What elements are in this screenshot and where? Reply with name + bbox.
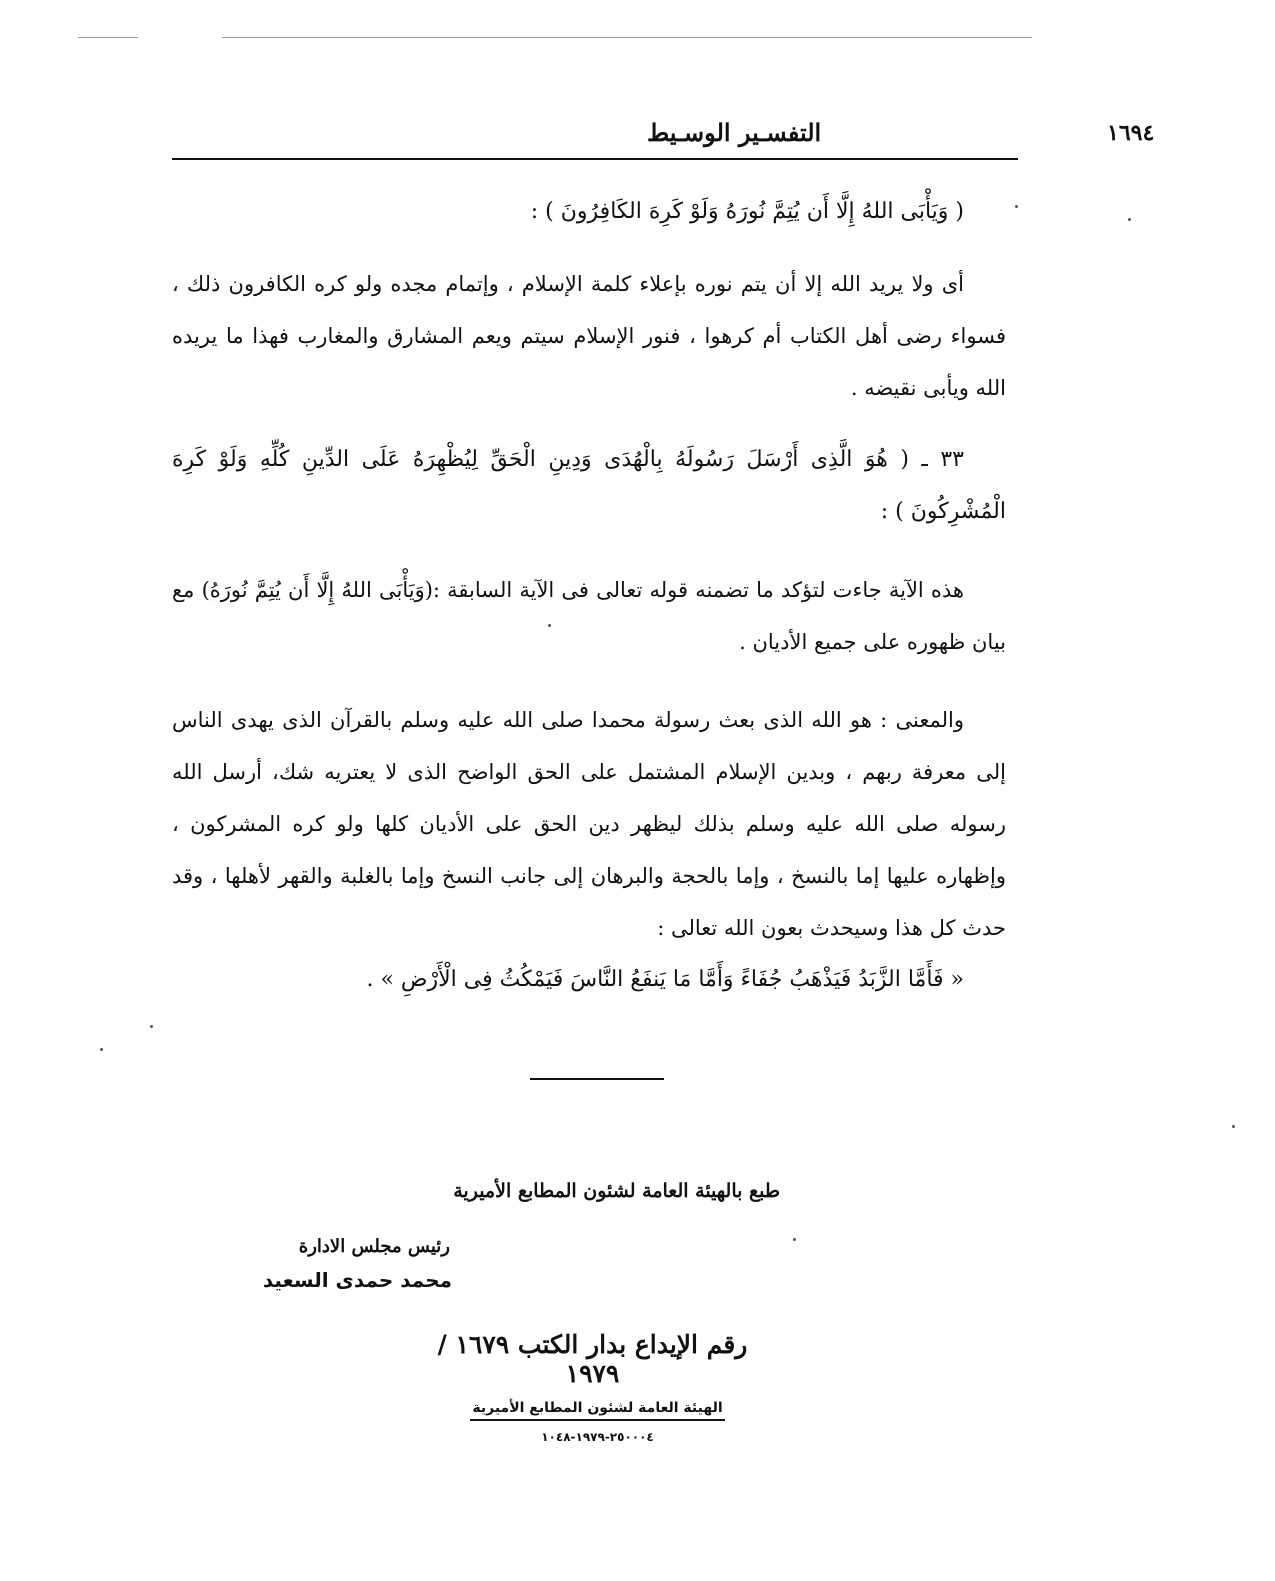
paragraph: والمعنى : هو الله الذى بعث رسولة محمدا صلى الله عليه وسلم بالقرآن الذى يهدى الناس إلى معرفة ربهم ، وبدين الإسلام المشتمل على الحق الواضح الذى لا يعتريه شك، أرسل الله رسوله صلى الله عليه وسلم بذلك ليظهر دين الحق على الأديان كلها ولو كره المشركون ، وإظهاره عليها إما بالنسخ ، وإما بالحجة والبرهان إلى جانب النسخ وإما بالغلبة والقهر لأهلها ، وقد حدث كل هذا وسيحدث بعون الله تعالى : (172, 708, 1006, 940)
scan-speck (150, 1025, 153, 1028)
print-code: ٢٥٠٠٠٤-١٩٧٩-١٠٤٨ (541, 1430, 654, 1444)
body-text (172, 186, 1006, 1006)
running-header (172, 112, 1155, 160)
scan-artifact-line (78, 37, 138, 38)
scan-speck (1128, 218, 1131, 221)
section-divider (530, 1078, 664, 1080)
scan-artifact-line (222, 37, 1032, 38)
paragraph: أى ولا يريد الله إلا أن يتم نوره بإعلاء كلمة الإسلام ، وإتمام مجده ولو كره الكافرون ذلك ، فسواء رضى أهل الكتاب أم كرهوا ، فنور الإسلام سيتم ويعم المشارق والمغارب فهذا ما يريده الله ويأبى نقيضه . (172, 272, 1006, 400)
publisher-stamp: الهيئة العامة لشئون المطابع الأميرية (470, 1400, 725, 1421)
scan-speck (548, 624, 551, 627)
chair-title: رئيس مجلس الادارة (298, 1236, 450, 1257)
page-number: ١٦٩٤ (1107, 120, 1155, 146)
scan-speck (793, 1238, 796, 1241)
legal-deposit-number: رقم الإيداع بدار الكتب ١٦٧٩ / ١٩٧٩ (437, 1330, 748, 1388)
scan-speck (100, 1048, 103, 1051)
verse-quote: ( وَيَأْبَى اللهُ إِلَّا أَن يُتِمَّ نُورَهُ وَلَوْ كَرِهَ الكَافِرُونَ ) : (530, 199, 964, 224)
printer-credit: طبع بالهيئة العامة لشئون المطابع الأميرية (453, 1180, 780, 1202)
verse-quote: ٣٣ ـ ( هُوَ الَّذِى أَرْسَلَ رَسُولَهُ بِالْهُدَى وَدِينِ الْحَقِّ لِيُظْهِرَهُ عَلَى الدِّينِ كُلِّهِ وَلَوْ كَرِهَ الْمُشْرِكُونَ ) : (172, 447, 1006, 524)
scan-speck (1232, 1125, 1235, 1128)
verse-quote: « فَأَمَّا الزَّبَدُ فَيَذْهَبُ جُفَاءً وَأَمَّا مَا يَنفَعُ النَّاسَ فَيَمْكُثُ فِى الْأَرْضِ » . (366, 967, 964, 992)
paragraph: هذه الآية جاءت لتؤكد ما تضمنه قوله تعالى فى الآية السابقة :(وَيَأْبَى اللهُ إِلَّا أَن يُتِمَّ نُورَهُ) مع بيان ظهوره على جميع الأديان . (172, 578, 1006, 654)
chair-name: محمد حمدى السعيد (262, 1268, 452, 1292)
scan-speck (1015, 205, 1018, 208)
running-title: التفسـير الوسـيط (647, 118, 822, 147)
